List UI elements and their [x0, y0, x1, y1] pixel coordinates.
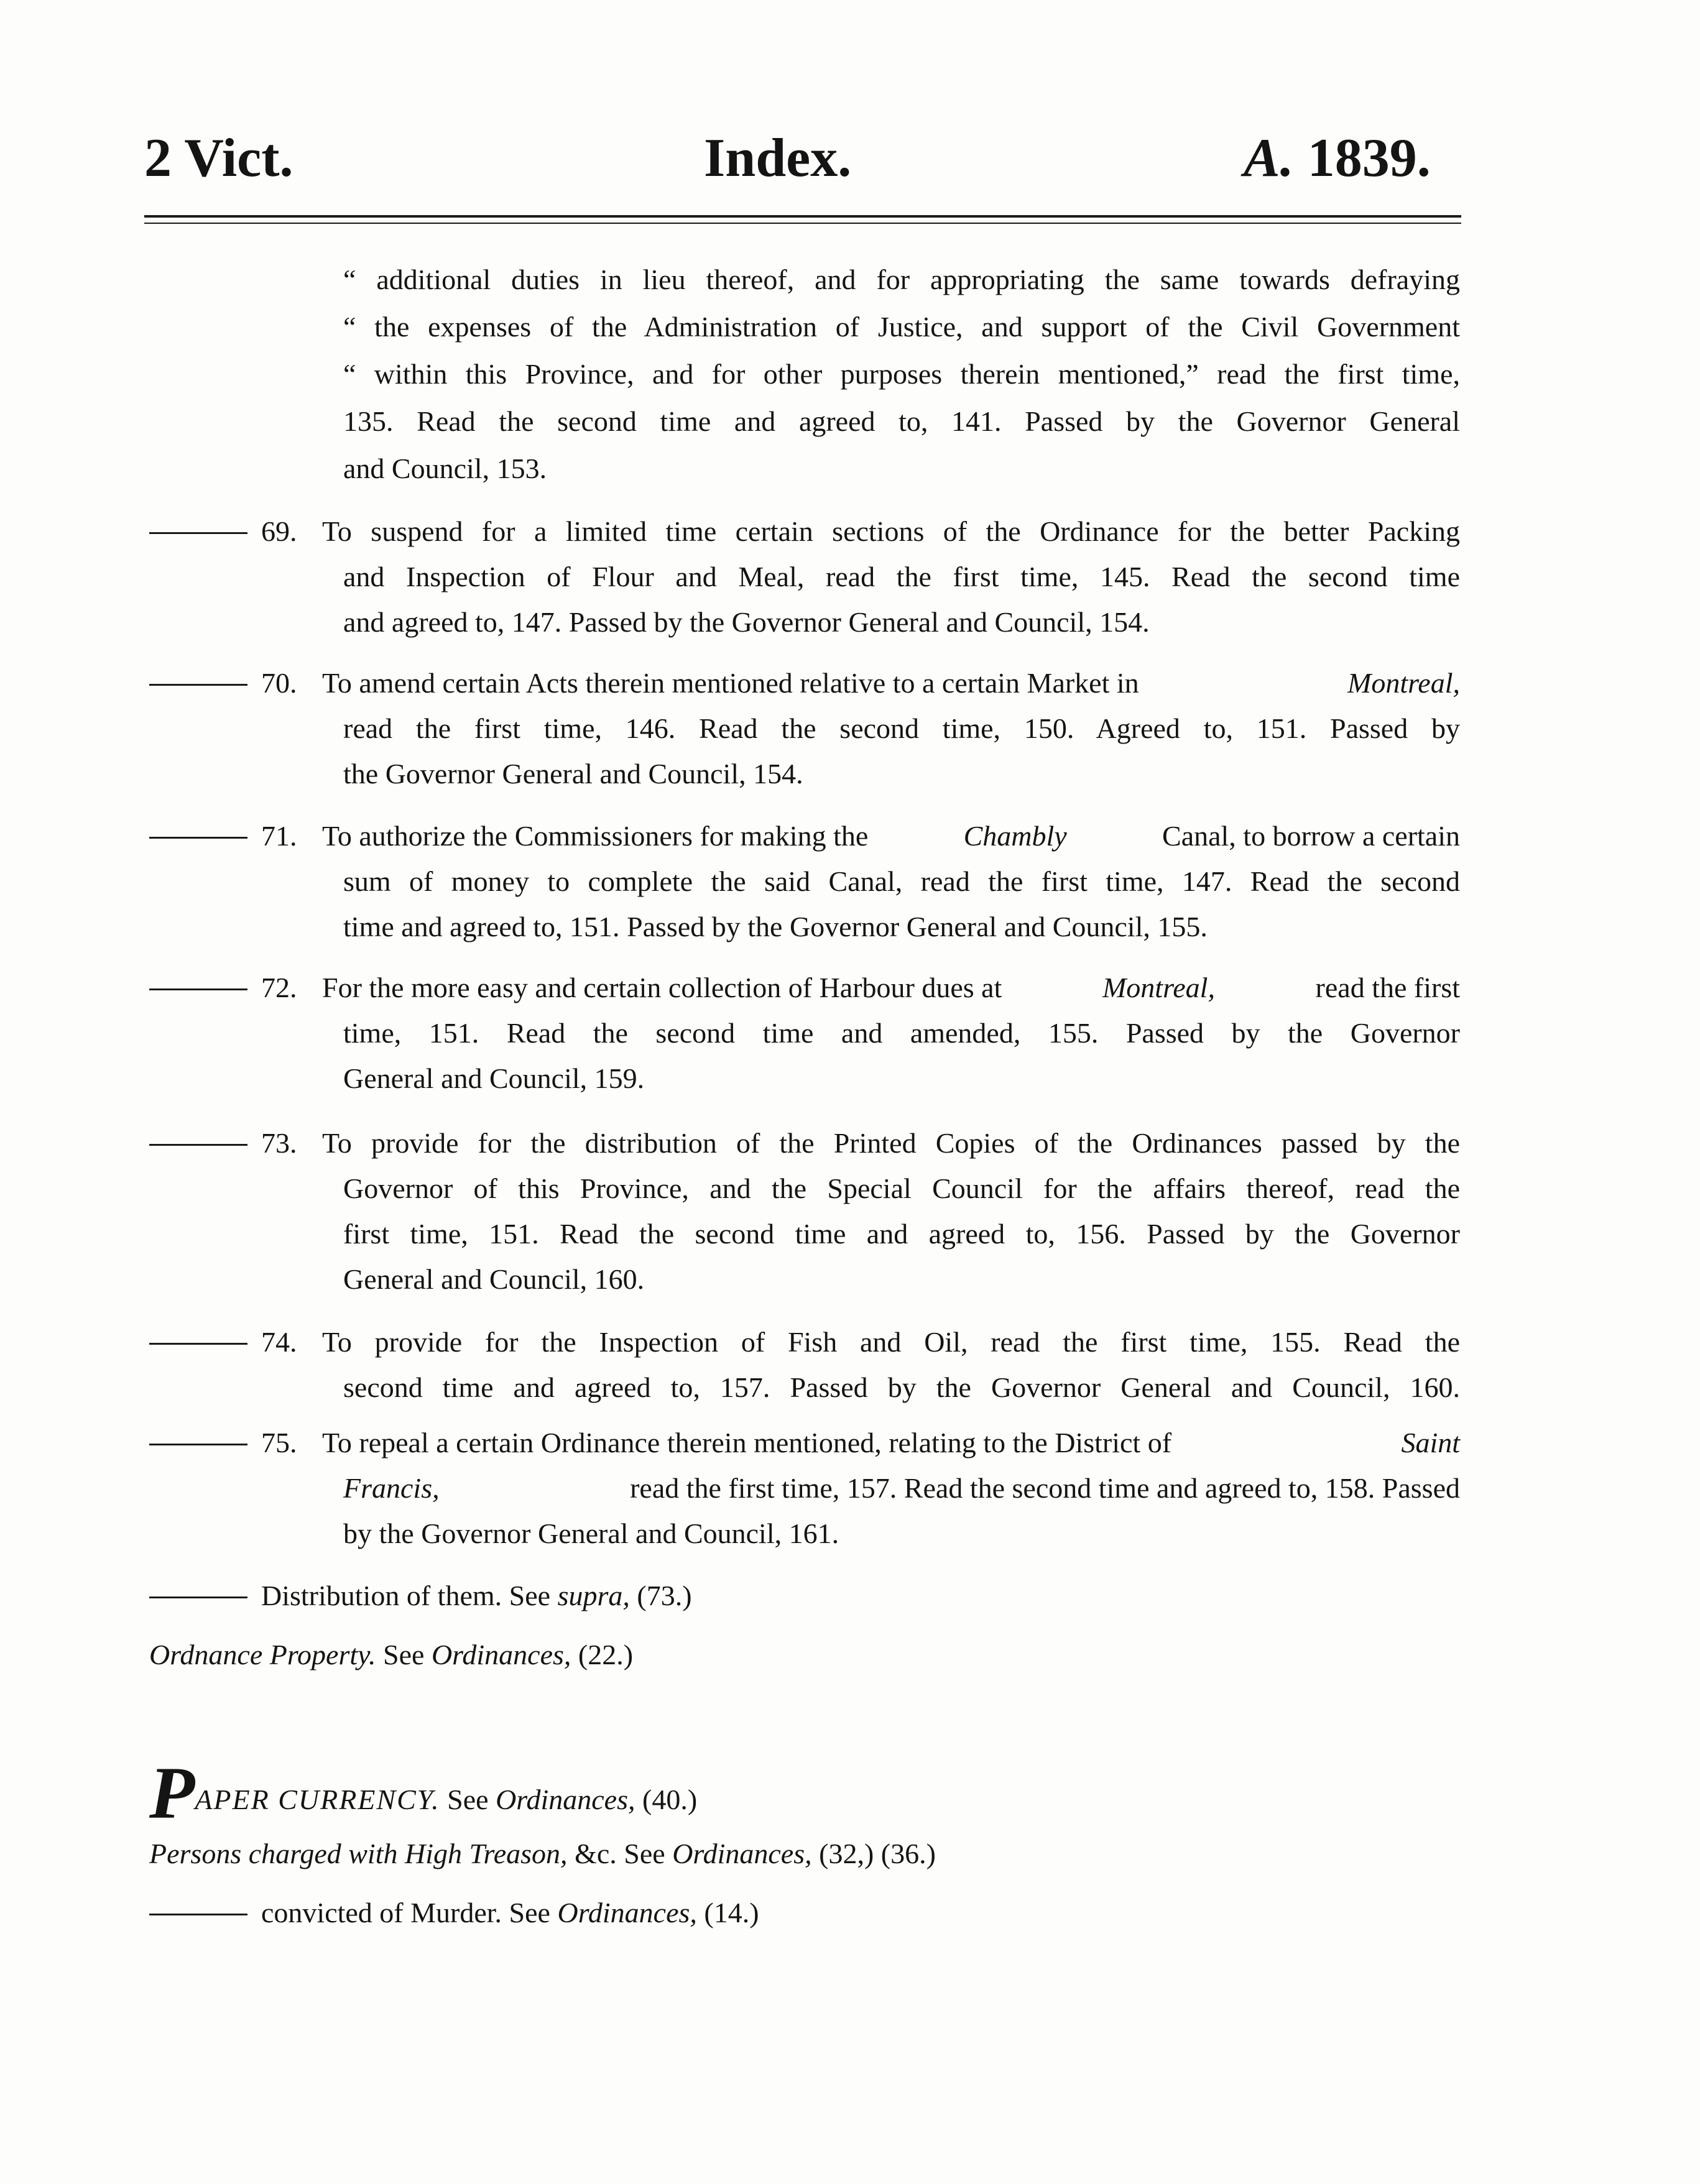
ditto-dash [149, 1444, 247, 1445]
continuation-line: and Council, 153. [343, 453, 547, 484]
entry-line: time, 151. Read the second time and amended, 155. Passed by the Governor [343, 1017, 1460, 1049]
header-year-letter: A. [1244, 128, 1294, 188]
entry-line-text: To authorize the Commissioners for making the [322, 820, 869, 852]
header-rule-thin [144, 223, 1461, 224]
entry-number: 71. [261, 820, 297, 852]
entry-line: Governor of this Province, and the Special Council for the affairs thereof, read the [343, 1173, 1460, 1204]
entry-line-text: For the more easy and certain collection of Harbour dues at [322, 972, 1002, 1003]
xref-ref: (14.) [704, 1897, 759, 1928]
xref-ref: (73.) [637, 1580, 692, 1611]
entry-line: by the Governor General and Council, 161. [343, 1518, 839, 1549]
entry-line: first time, 151. Read the second time and agreed to, 156. Passed by the Governor [343, 1218, 1460, 1250]
entry-line-text: To repeal a certain Ordinance therein mentioned, relating to the District of [322, 1427, 1172, 1458]
entry-line: and Inspection of Flour and Meal, read the first time, 145. Read the second time [343, 561, 1460, 592]
xref-ref: (22.) [578, 1639, 634, 1670]
xref-text: Distribution of them. See [261, 1580, 551, 1611]
header-regnal-year: 2 Vict. [144, 128, 293, 188]
continuation-line: “ additional duties in lieu thereof, and for appropriating the same towards defraying [343, 264, 1460, 295]
xref-italic: Ordinances, [557, 1897, 697, 1928]
drop-cap: P [149, 1751, 195, 1834]
entry-number: 69. [261, 515, 297, 547]
entry-line: time and agreed to, 151. Passed by the Governor General and Council, 155. [343, 911, 1208, 942]
entry-line: General and Council, 159. [343, 1062, 645, 1094]
entry-number: 75. [261, 1427, 297, 1458]
section-heading: APER CURRENCY. [195, 1784, 440, 1815]
header-year-number: 1839. [1307, 128, 1431, 188]
xref-text: convicted of Murder. See [261, 1897, 550, 1928]
header-year [1244, 124, 1431, 193]
entry-line: To suspend for a limited time certain sections of the Ordinance for the better Packing [322, 515, 1460, 547]
entry-line [322, 969, 1460, 1007]
entry-line-text: read the first [1315, 972, 1460, 1003]
xref-ref: (32,) (36.) [819, 1838, 936, 1869]
entry-place-name: Montreal, [1347, 667, 1460, 699]
entry-place-name: Francis, [343, 1472, 440, 1504]
entry-number: 74. [261, 1326, 297, 1358]
entry-line [343, 1470, 1460, 1507]
header-title: Index. [704, 128, 852, 188]
ditto-dash [149, 1914, 247, 1915]
entry-line-text: read the first time, 157. Read the second time and agreed to, 158. Passed [630, 1472, 1460, 1504]
xref-italic: Ordinances, [672, 1838, 812, 1869]
continuation-line: 135. Read the second time and agreed to, 141. Passed by the Governor General [343, 405, 1460, 437]
entry-line: To provide for the Inspection of Fish and Oil, read the first time, 155. Read the [322, 1326, 1460, 1358]
entry-line: second time and agreed to, 157. Passed by the Governor General and Council, 160. [343, 1371, 1460, 1403]
xref-italic: Ordinances, [431, 1639, 571, 1670]
entry-line-text: To amend certain Acts therein mentioned relative to a certain Market in [322, 667, 1139, 699]
continuation-line: “ the expenses of the Administration of Justice, and support of the Civil Government [343, 311, 1460, 343]
entry-line [322, 818, 1460, 855]
entry-line-text: Canal, to borrow a certain [1162, 820, 1460, 852]
entry-place-name: Saint [1401, 1427, 1460, 1458]
continuation-line: “ within this Province, and for other purposes therein mentioned,” read the first time, [343, 358, 1460, 390]
entry-line: the Governor General and Council, 154. [343, 758, 803, 790]
index-heading-ordnance-property [149, 1636, 633, 1674]
entry-line: General and Council, 160. [343, 1263, 645, 1295]
ditto-dash [149, 1343, 247, 1345]
ditto-dash [149, 837, 247, 839]
entry-line [322, 665, 1460, 702]
page-header [0, 124, 1700, 193]
xref-text: &c. See [575, 1838, 665, 1869]
entry-number: 73. [261, 1127, 297, 1159]
index-heading-persons-charged [149, 1835, 936, 1873]
entry-line: and agreed to, 147. Passed by the Governor General and Council, 154. [343, 606, 1150, 638]
entry-line [322, 1424, 1460, 1462]
header-rule-thick [144, 215, 1461, 218]
ditto-dash [149, 988, 247, 990]
ditto-dash [149, 1597, 247, 1598]
xref-text: See [447, 1784, 489, 1815]
entry-line: read the first time, 146. Read the second time, 150. Agreed to, 151. Passed by [343, 712, 1460, 744]
ditto-dash [149, 1144, 247, 1146]
entry-number: 72. [261, 972, 297, 1003]
entry-number: 70. [261, 667, 297, 699]
cross-reference-distribution [261, 1577, 692, 1615]
xref-text: See [383, 1639, 425, 1670]
index-subentry-convicted-murder [261, 1894, 759, 1932]
heading-italic: Persons charged with High Treason, [149, 1838, 568, 1869]
entry-line: To provide for the distribution of the Printed Copies of the Ordinances passed by the [322, 1127, 1460, 1159]
entry-place-name: Chambly [963, 820, 1067, 852]
xref-italic: Ordinances, [496, 1784, 635, 1815]
ditto-dash [149, 532, 247, 534]
entry-place-name: Montreal, [1102, 972, 1215, 1003]
heading-italic: Ordnance Property. [149, 1639, 376, 1670]
entry-line: sum of money to complete the said Canal, read the first time, 147. Read the second [343, 865, 1460, 897]
index-heading-paper-currency [149, 1751, 698, 1834]
xref-italic: supra, [557, 1580, 630, 1611]
xref-ref: (40.) [642, 1784, 698, 1815]
ditto-dash [149, 684, 247, 686]
